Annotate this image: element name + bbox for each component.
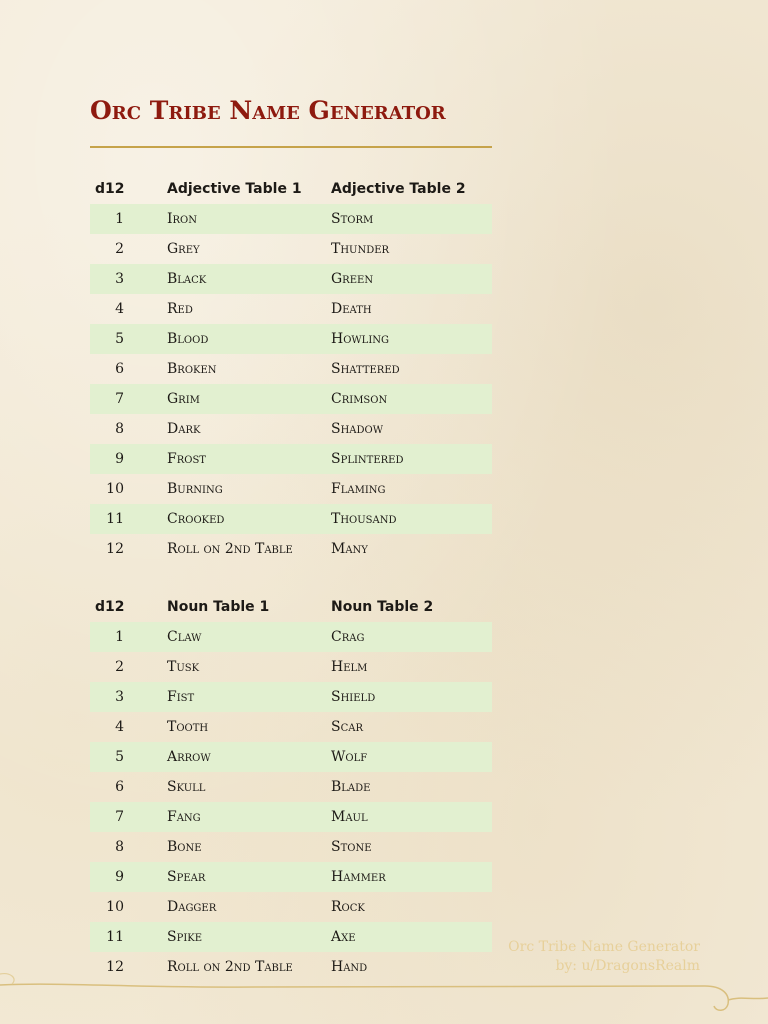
row-col-b-value: Stone	[331, 839, 372, 855]
table-row	[90, 204, 492, 234]
table-row	[90, 264, 492, 294]
row-die-value: 8	[115, 421, 124, 437]
row-col-b-value: Shield	[331, 689, 376, 705]
table-row	[90, 504, 492, 534]
table-header	[90, 174, 492, 204]
row-die-value: 3	[115, 689, 124, 705]
row-die-value: 12	[106, 959, 124, 975]
row-col-b-value: Flaming	[331, 481, 386, 497]
row-col-a-value: Dagger	[167, 899, 217, 915]
row-col-a-value: Iron	[167, 211, 198, 227]
table-row	[90, 742, 492, 772]
header-col-b: Noun Table 2	[331, 599, 434, 615]
table-row	[90, 922, 492, 952]
row-col-a-value: Blood	[167, 331, 209, 347]
row-col-b-value: Hand	[331, 959, 368, 975]
header-die: d12	[95, 181, 125, 197]
table-header	[90, 592, 492, 622]
footer-line-2: by: u/DragonsRealm	[555, 958, 700, 974]
row-col-b-value: Howling	[331, 331, 390, 347]
table-body	[90, 622, 492, 982]
row-col-a-value: Fang	[167, 809, 201, 825]
row-die-value: 1	[115, 629, 124, 645]
row-die-value: 1	[115, 211, 124, 227]
row-col-a-value: Roll on 2nd Table	[167, 541, 293, 557]
table-row	[90, 234, 492, 264]
row-die-value: 8	[115, 839, 124, 855]
row-col-b-value: Shattered	[331, 361, 400, 377]
row-die-value: 12	[106, 541, 124, 557]
table-row	[90, 474, 492, 504]
row-col-a-value: Burning	[167, 481, 223, 497]
row-col-b-value: Scar	[331, 719, 363, 735]
row-col-b-value: Green	[331, 271, 374, 287]
table-row	[90, 682, 492, 712]
row-die-value: 4	[115, 719, 124, 735]
row-col-b-value: Storm	[331, 211, 374, 227]
row-col-b-value: Helm	[331, 659, 368, 675]
table-row	[90, 294, 492, 324]
table-row	[90, 772, 492, 802]
row-col-a-value: Skull	[167, 779, 206, 795]
row-col-b-value: Thousand	[331, 511, 397, 527]
row-col-a-value: Spike	[167, 929, 203, 945]
row-col-a-value: Claw	[167, 629, 202, 645]
table-row	[90, 862, 492, 892]
row-die-value: 3	[115, 271, 124, 287]
table-row	[90, 622, 492, 652]
table-row	[90, 324, 492, 354]
row-die-value: 7	[115, 391, 124, 407]
header-col-b: Adjective Table 2	[331, 181, 466, 197]
row-col-a-value: Grey	[167, 241, 200, 257]
row-col-a-value: Black	[167, 271, 207, 287]
row-col-b-value: Blade	[331, 779, 371, 795]
row-die-value: 11	[106, 929, 124, 945]
row-die-value: 2	[115, 241, 124, 257]
row-col-b-value: Death	[331, 301, 372, 317]
row-col-a-value: Dark	[167, 421, 201, 437]
row-col-b-value: Many	[331, 541, 368, 557]
row-col-a-value: Tooth	[167, 719, 209, 735]
row-col-b-value: Shadow	[331, 421, 384, 437]
row-col-a-value: Bone	[167, 839, 202, 855]
table-row	[90, 712, 492, 742]
header-die: d12	[95, 599, 125, 615]
adjective-table	[90, 174, 492, 564]
row-col-a-value: Roll on 2nd Table	[167, 959, 293, 975]
row-col-b-value: Axe	[331, 929, 356, 945]
row-die-value: 6	[115, 361, 124, 377]
row-col-b-value: Rock	[331, 899, 365, 915]
row-col-b-value: Hammer	[331, 869, 386, 885]
row-col-a-value: Grim	[167, 391, 200, 407]
row-die-value: 4	[115, 301, 124, 317]
row-col-a-value: Fist	[167, 689, 195, 705]
table-body	[90, 204, 492, 564]
row-die-value: 10	[106, 899, 124, 915]
row-die-value: 5	[115, 749, 124, 765]
table-row	[90, 534, 492, 564]
row-die-value: 2	[115, 659, 124, 675]
row-die-value: 6	[115, 779, 124, 795]
row-col-a-value: Broken	[167, 361, 217, 377]
row-col-b-value: Crimson	[331, 391, 388, 407]
row-die-value: 5	[115, 331, 124, 347]
table-row	[90, 444, 492, 474]
row-col-a-value: Red	[167, 301, 193, 317]
header-col-a: Noun Table 1	[167, 599, 270, 615]
row-die-value: 9	[115, 451, 124, 467]
row-die-value: 10	[106, 481, 124, 497]
table-row	[90, 414, 492, 444]
footer-line-1: Orc Tribe Name Generator	[508, 939, 700, 955]
row-col-a-value: Arrow	[167, 749, 211, 765]
row-col-b-value: Thunder	[331, 241, 390, 257]
noun-table	[90, 592, 492, 982]
table-row	[90, 802, 492, 832]
row-col-a-value: Crooked	[167, 511, 225, 527]
table-row	[90, 354, 492, 384]
footer-ornament-icon	[0, 960, 768, 1024]
row-col-b-value: Splintered	[331, 451, 404, 467]
title-divider	[90, 146, 492, 148]
row-col-b-value: Maul	[331, 809, 368, 825]
row-col-b-value: Crag	[331, 629, 365, 645]
table-row	[90, 652, 492, 682]
header-col-a: Adjective Table 1	[167, 181, 302, 197]
row-col-a-value: Tusk	[167, 659, 200, 675]
table-row	[90, 892, 492, 922]
row-die-value: 11	[106, 511, 124, 527]
page-title: Orc Tribe Name Generator	[90, 96, 446, 125]
row-die-value: 7	[115, 809, 124, 825]
row-col-a-value: Spear	[167, 869, 206, 885]
row-die-value: 9	[115, 869, 124, 885]
table-row	[90, 832, 492, 862]
row-col-b-value: Wolf	[331, 749, 368, 765]
table-row	[90, 384, 492, 414]
row-col-a-value: Frost	[167, 451, 206, 467]
